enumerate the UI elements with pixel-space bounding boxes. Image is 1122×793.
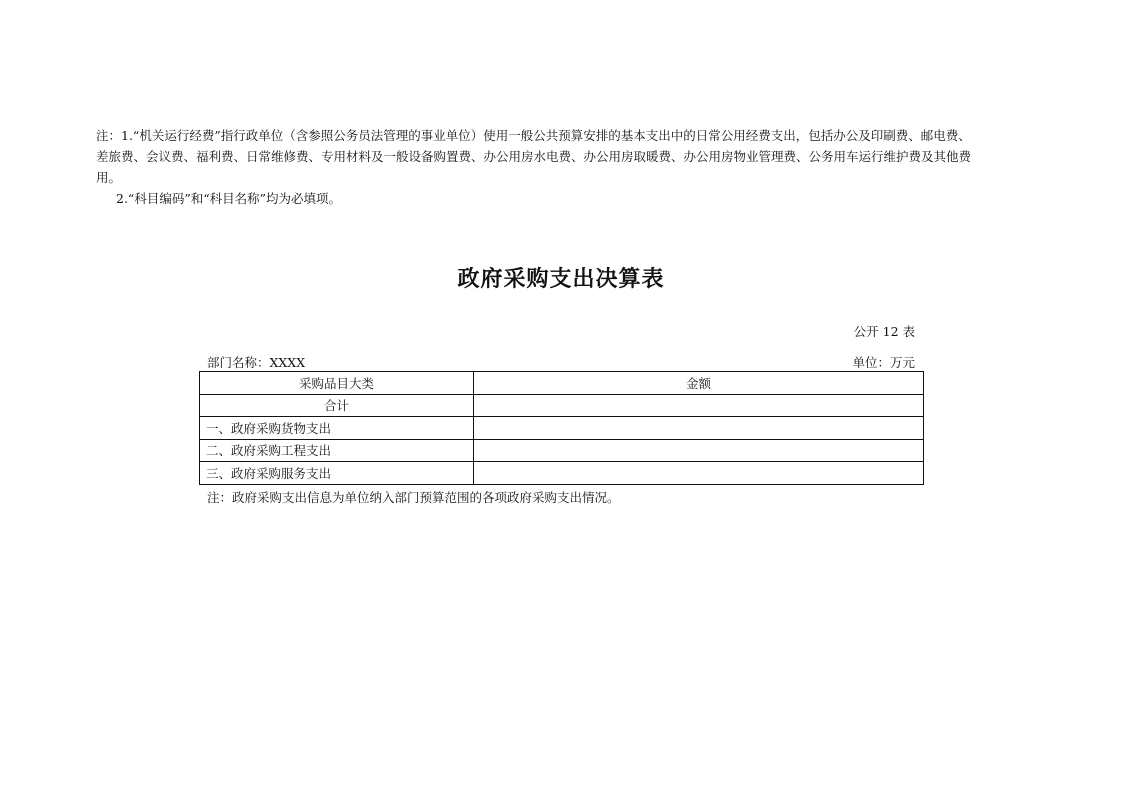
row-amount <box>474 439 924 462</box>
table-row-works <box>200 439 924 462</box>
note-line-3: 用。 <box>96 170 122 185</box>
row-label: 合计 <box>200 394 474 417</box>
row-label: 三、政府采购服务支出 <box>200 462 474 485</box>
row-label: 一、政府采购货物支出 <box>200 417 474 440</box>
table-row-total <box>200 394 924 417</box>
header-category: 采购品目大类 <box>200 372 474 395</box>
explanatory-notes <box>96 125 1036 209</box>
note-line-1: 注：1.“机关运行经费”指行政单位（含参照公务员法管理的事业单位）使用一般公共预算安排的基本支出中的日常公用经费支出，包括办公及印刷费、邮电费、 <box>96 128 971 143</box>
row-label: 二、政府采购工程支出 <box>200 439 474 462</box>
page-title: 政府采购支出决算表 <box>457 266 665 292</box>
table-footnote: 注：政府采购支出信息为单位纳入部门预算范围的各项政府采购支出情况。 <box>207 490 620 505</box>
table-row-services <box>200 462 924 485</box>
department-name: 部门名称：XXXX <box>207 355 306 370</box>
procurement-table <box>199 371 924 485</box>
table-header-row <box>200 372 924 395</box>
note-line-4: 2.“科目编码”和“科目名称”均为必填项。 <box>116 191 341 206</box>
header-amount: 金额 <box>474 372 924 395</box>
table-number: 公开 12 表 <box>853 324 915 339</box>
row-amount <box>474 394 924 417</box>
note-line-2: 差旅费、会议费、福利费、日常维修费、专用材料及一般设备购置费、办公用房水电费、办公用房取暖费、办公用房物业管理费、公务用车运行维护费及其他费 <box>96 149 972 164</box>
row-amount <box>474 462 924 485</box>
table-row-goods <box>200 417 924 440</box>
row-amount <box>474 417 924 440</box>
unit-label: 单位：万元 <box>852 355 915 370</box>
